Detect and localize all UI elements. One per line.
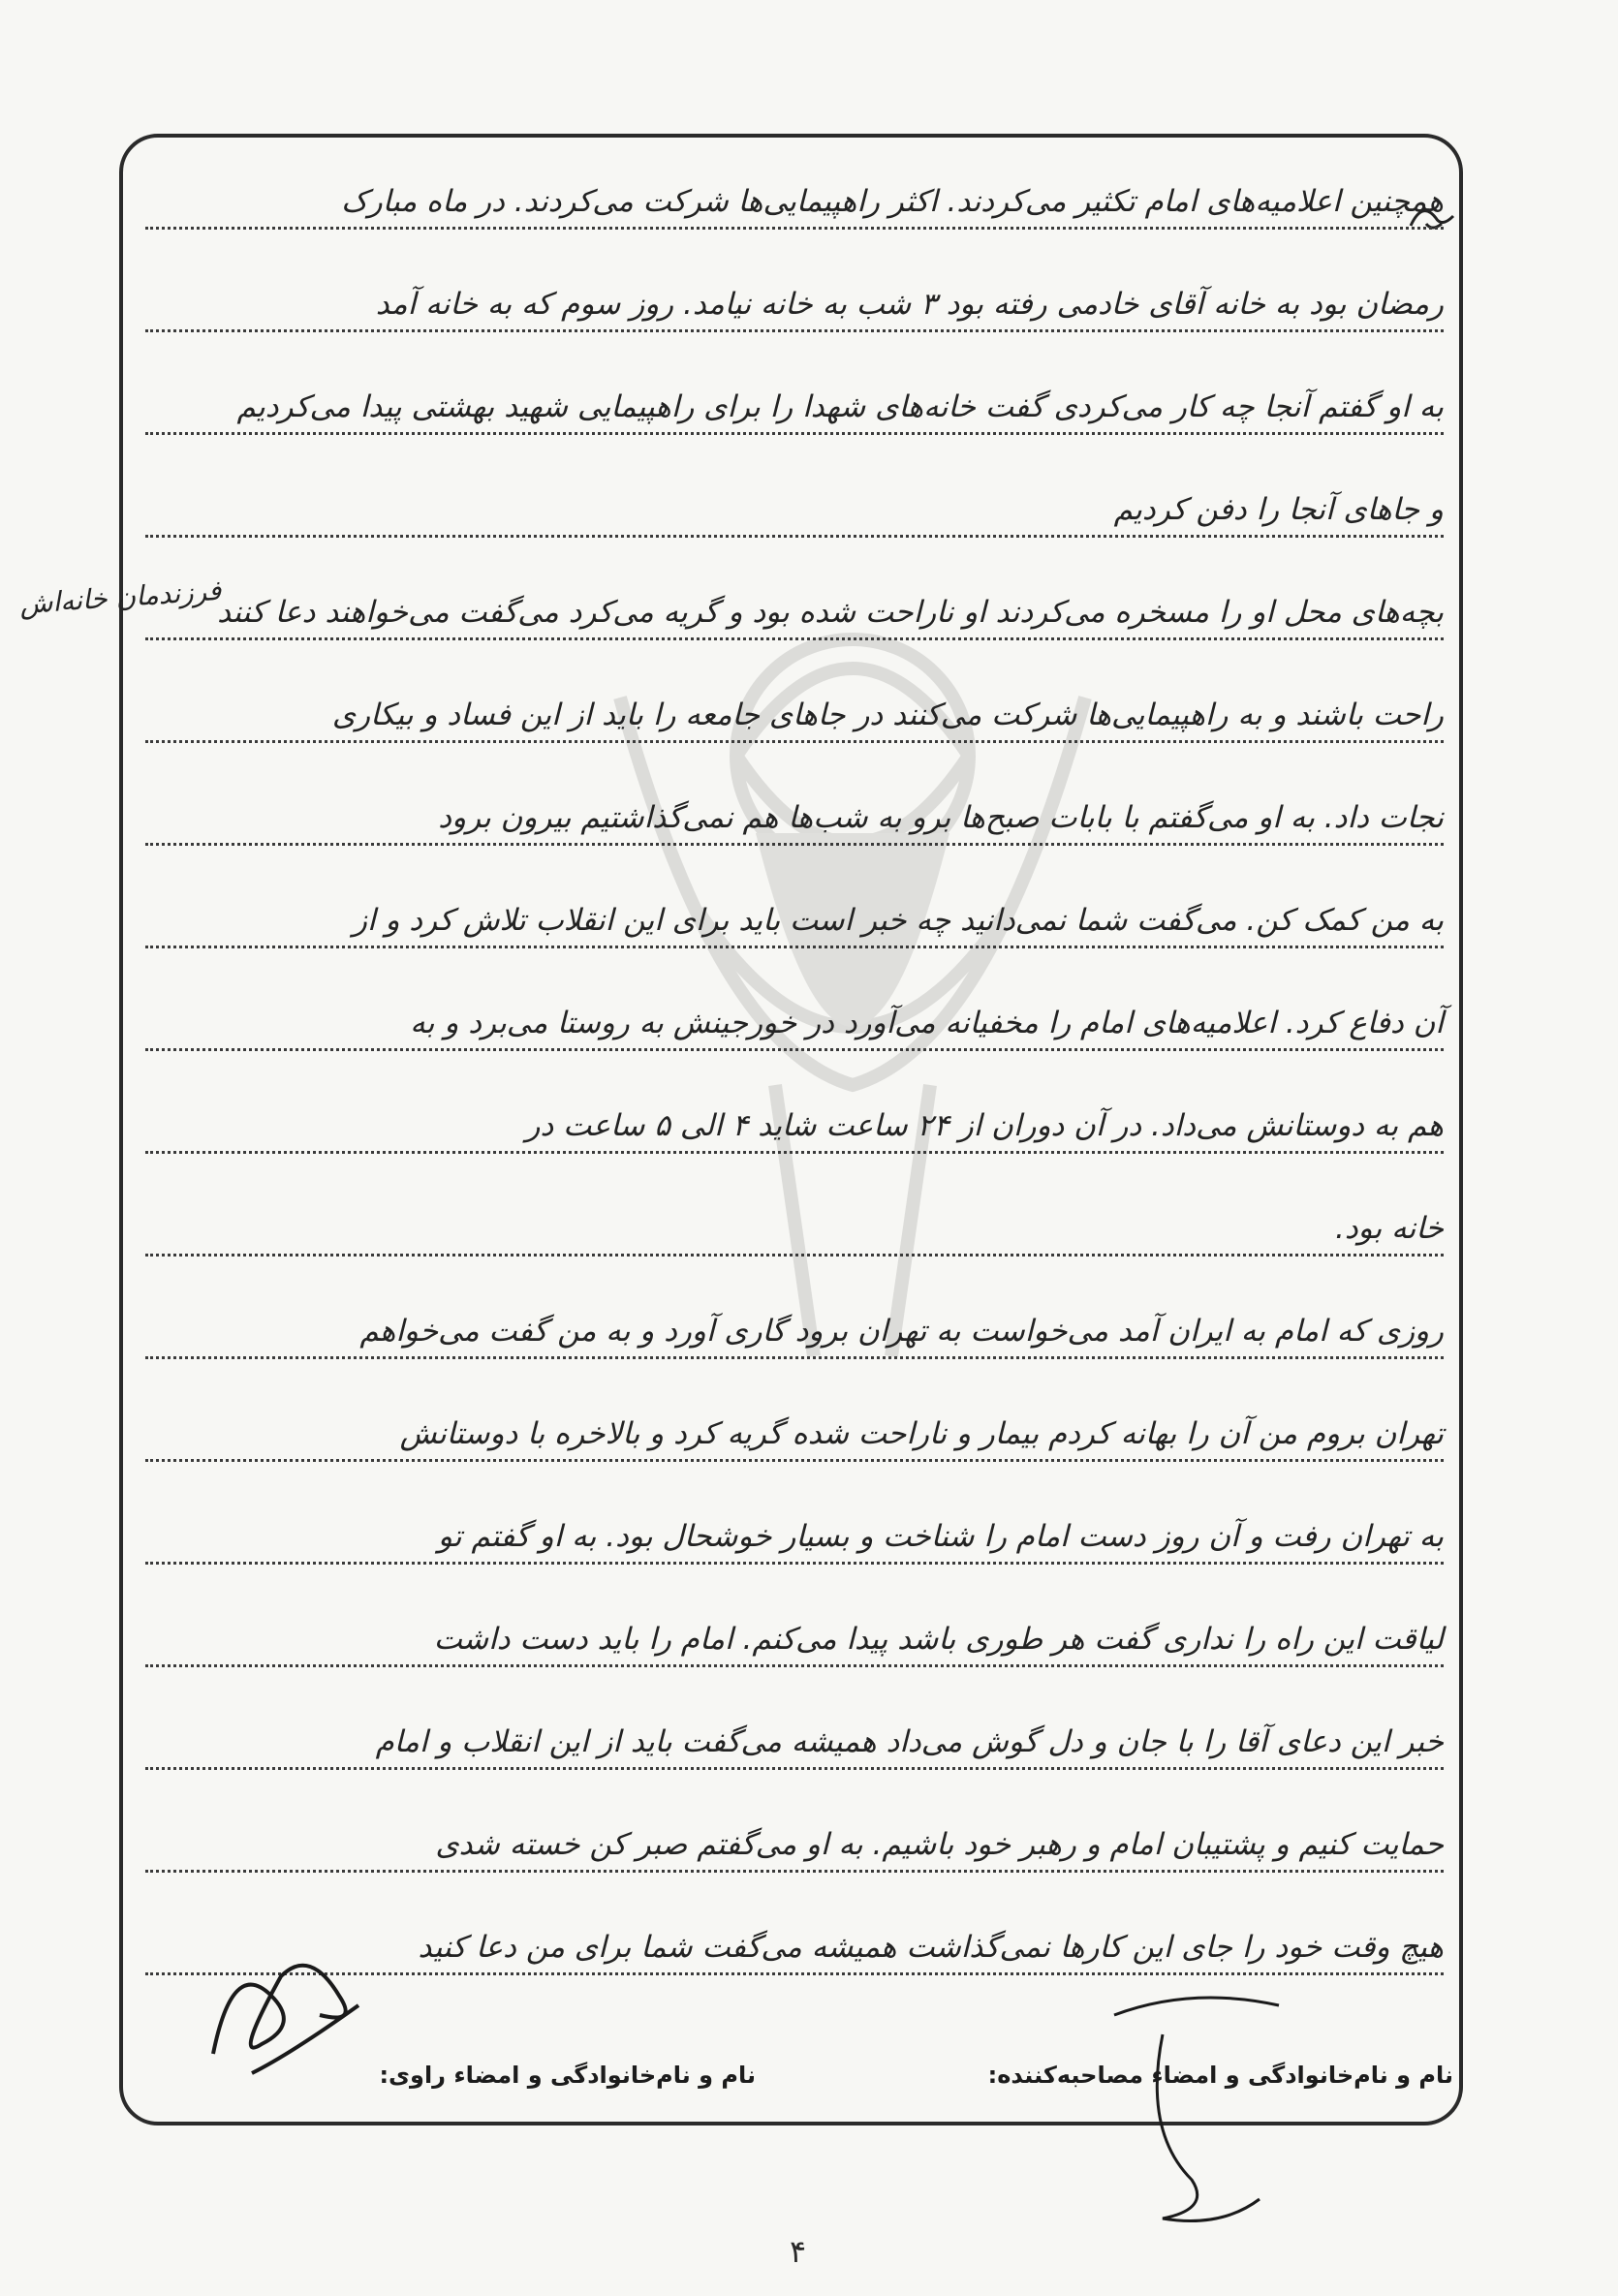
text-line-content: همچنین اعلامیه‌های امام تکثیر می‌کردند. اکثر راهپیمایی‌ها شرکت می‌کردند. در ماه مبارک — [341, 184, 1444, 219]
text-line — [145, 389, 1444, 435]
text-line-content: هم به دوستانش می‌داد. در آن دوران از ۲۴ ساعت شاید ۴ الی ۵ ساعت در — [525, 1108, 1444, 1143]
interviewer-signature-icon — [1105, 1976, 1289, 2238]
interviewer-signature-label: نام و نام‌خانوادگی و امضاء مصاحبه‌کننده: — [987, 2062, 1453, 2089]
page-number: ۴ — [790, 2233, 807, 2270]
text-line — [145, 1211, 1444, 1257]
text-line-content: راحت باشند و به راهپیمایی‌ها شرکت می‌کنند در جاهای جامعه را باید از این فساد و بیکاری — [331, 698, 1444, 732]
text-line — [145, 184, 1444, 230]
text-line-content: بچه‌های محل او را مسخره می‌کردند او ناراحت شده بود و گریه می‌کرد می‌گفت می‌خواهند دعا کنند — [217, 595, 1444, 630]
text-line-content: نجات داد. به او می‌گفتم با بابات صبح‌ها برو به شب‌ها هم نمی‌گذاشتیم بیرون برود — [438, 800, 1444, 835]
text-line-content: به تهران رفت و آن روز دست امام را شناخت و بسیار خوشحال بود. به او گفتم تو — [437, 1519, 1444, 1554]
text-line — [145, 1006, 1444, 1051]
text-line — [145, 1519, 1444, 1565]
text-line — [145, 698, 1444, 743]
text-line-content: تهران بروم من آن را بهانه کردم بیمار و ناراحت شده گریه کرد و بالاخره با دوستانش — [399, 1416, 1444, 1451]
text-line-content: روزی که امام به ایران آمد می‌خواست به تهران برود گاری آورد و به من گفت می‌خواهم — [359, 1314, 1444, 1349]
text-line-content: خبر این دعای آقا را با جان و دل گوش می‌داد همیشه می‌گفت باید از این انقلاب و امام — [375, 1724, 1444, 1759]
text-line — [145, 1108, 1444, 1154]
narrator-signature-label: نام و نام‌خانوادگی و امضاء راوی: — [379, 2062, 756, 2089]
margin-note: فرزندمان خانه‌اش — [18, 574, 223, 621]
text-line — [145, 1622, 1444, 1667]
text-line-content: آن دفاع کرد. اعلامیه‌های امام را مخفیانه می‌آورد در خورجینش به روستا می‌برد و به — [410, 1006, 1444, 1040]
text-line-content: لیاقت این راه را نداری گفت هر طوری باشد پیدا می‌کنم. امام را باید دست داشت — [433, 1622, 1444, 1657]
narrator-signature-icon — [194, 1938, 378, 2083]
text-line-content: رمضان بود به خانه آقای خادمی رفته بود ۳ شب به خانه نیامد. روز سوم که به خانه آمد — [375, 287, 1444, 322]
text-line — [145, 595, 1444, 640]
text-line-content: خانه بود. — [1334, 1211, 1444, 1246]
text-line — [145, 1314, 1444, 1359]
text-line — [145, 287, 1444, 332]
text-line — [145, 1827, 1444, 1873]
text-line — [145, 1724, 1444, 1770]
text-line-content: به من کمک کن. می‌گفت شما نمی‌دانید چه خبر است باید برای این انقلاب تلاش کرد و از — [353, 903, 1444, 938]
text-line — [145, 1416, 1444, 1462]
text-line — [145, 800, 1444, 846]
text-line-content: و جاهای آنجا را دفن کردیم — [1113, 492, 1444, 527]
text-line — [145, 903, 1444, 948]
text-line — [145, 492, 1444, 538]
text-line-content: به او گفتم آنجا چه کار می‌کردی گفت خانه‌های شهدا را برای راهپیمایی شهید بهشتی پیدا می‌کردیم — [236, 389, 1444, 424]
text-line-content: هیچ وقت خود را جای این کارها نمی‌گذاشت همیشه می‌گفت شما برای من دعا کنید — [418, 1930, 1444, 1965]
text-line-content: حمایت کنیم و پشتیبان امام و رهبر خود باشیم. به او می‌گفتم صبر کن خسته شدی — [435, 1827, 1444, 1862]
